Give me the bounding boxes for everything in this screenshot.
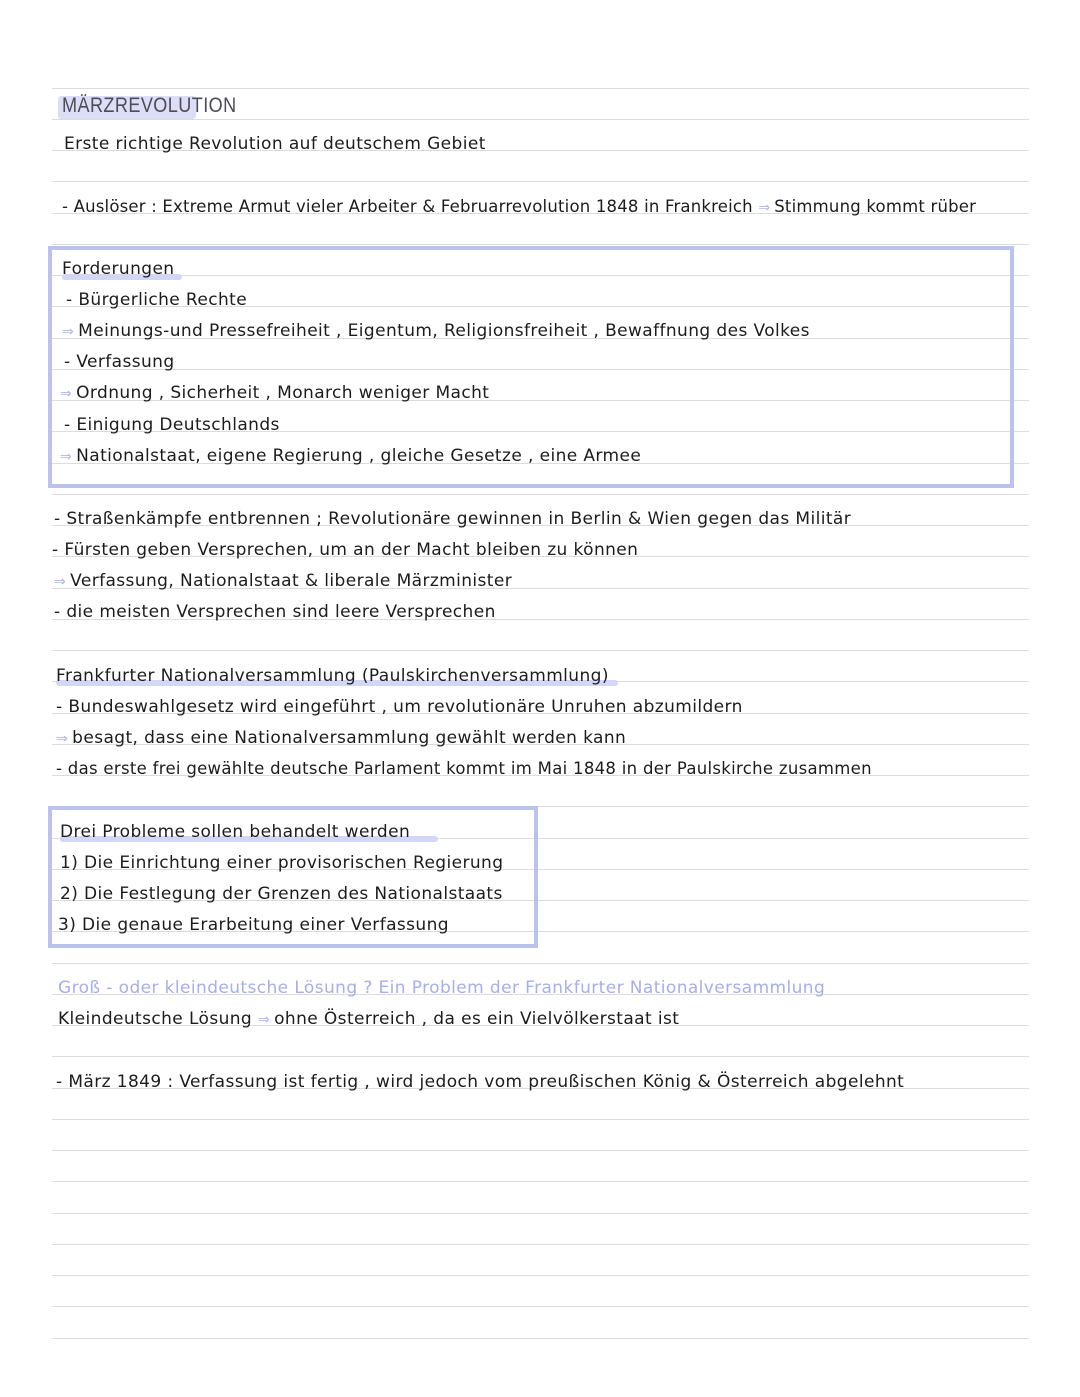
- ruled-line: [52, 650, 1029, 651]
- forderungen-heading: Forderungen: [62, 259, 175, 279]
- event-item: - Straßenkämpfe entbrennen ; Revolutionäre gewinnen in Berlin & Wien gegen das Militär: [54, 509, 852, 529]
- nationalversammlung-item: - das erste frei gewählte deutsche Parlament kommt im Mai 1848 in der Paulskirche zusammen: [56, 759, 872, 778]
- arrow-icon: ⇒: [60, 386, 73, 402]
- maerz-1849-line: - März 1849 : Verfassung ist fertig , wird jedoch vom preußischen König & Österreich abgelehnt: [56, 1072, 905, 1092]
- forderungen-item: - Verfassung: [64, 352, 175, 372]
- ruled-line: [52, 1056, 1029, 1057]
- ruled-line: [52, 1338, 1029, 1339]
- ruled-line: [52, 181, 1029, 182]
- loesung-heading: Groß - oder kleindeutsche Lösung ? Ein Problem der Frankfurter Nationalversammlung: [58, 978, 826, 998]
- event-item: - Fürsten geben Versprechen, um an der Macht bleiben zu können: [52, 540, 639, 560]
- forderungen-item: - Einigung Deutschlands: [64, 415, 280, 435]
- ausloeser-result: Stimmung kommt rüber: [774, 197, 977, 216]
- arrow-icon: ⇒: [56, 731, 69, 747]
- ruled-line: [52, 244, 1029, 245]
- ruled-line: [52, 494, 1029, 495]
- arrow-icon: ⇒: [257, 1012, 271, 1028]
- arrow-icon: ⇒: [54, 574, 67, 590]
- nationalversammlung-item: ⇒ besagt, dass eine Nationalversammlung gewählt werden kann: [56, 728, 627, 748]
- ausloeser-text: Extreme Armut vieler Arbeiter & Februarrevolution 1848 in Frankreich: [162, 197, 753, 216]
- probleme-item: 3) Die genaue Erarbeitung einer Verfassung: [58, 915, 449, 935]
- forderungen-item: - Bürgerliche Rechte: [66, 290, 248, 310]
- event-item: ⇒ Verfassung, Nationalstaat & liberale Märzminister: [54, 571, 513, 591]
- arrow-icon: ⇒: [62, 324, 75, 340]
- ruled-line: [52, 963, 1029, 964]
- nationalversammlung-heading: Frankfurter Nationalversammlung (Paulskirchenversammlung): [56, 666, 609, 686]
- ausloeser-line: [62, 196, 976, 219]
- ruled-line: [52, 1181, 1029, 1182]
- ruled-line: [52, 1150, 1029, 1151]
- loesung-line: [58, 1008, 679, 1031]
- page-title: MÄRZREVOLUTION: [62, 94, 237, 117]
- loesung-label: Kleindeutsche Lösung: [58, 1009, 253, 1029]
- probleme-heading: Drei Probleme sollen behandelt werden: [60, 822, 411, 842]
- probleme-item: 2) Die Festlegung der Grenzen des Nationalstaats: [60, 884, 503, 904]
- probleme-item: 1) Die Einrichtung einer provisorischen Regierung: [60, 853, 504, 873]
- ruled-line: [52, 88, 1029, 89]
- ausloeser-label: - Auslöser :: [62, 197, 157, 216]
- forderungen-item: ⇒ Meinungs-und Pressefreiheit , Eigentum, Religionsfreiheit , Bewaffnung des Volkes: [62, 321, 810, 341]
- ruled-line: [52, 1213, 1029, 1214]
- subtitle: Erste richtige Revolution auf deutschem Gebiet: [64, 134, 486, 154]
- ruled-line: [52, 1119, 1029, 1120]
- event-item: - die meisten Versprechen sind leere Versprechen: [54, 602, 496, 622]
- ruled-line: [52, 1306, 1029, 1307]
- nationalversammlung-item: - Bundeswahlgesetz wird eingeführt , um revolutionäre Unruhen abzumildern: [56, 697, 743, 717]
- forderungen-item: ⇒ Ordnung , Sicherheit , Monarch weniger Macht: [60, 383, 490, 403]
- forderungen-item: ⇒ Nationalstaat, eigene Regierung , gleiche Gesetze , eine Armee: [60, 446, 642, 466]
- arrow-icon: ⇒: [60, 449, 73, 465]
- arrow-icon: ⇒: [758, 200, 771, 216]
- ruled-line: [52, 1244, 1029, 1245]
- loesung-text: ohne Österreich , da es ein Vielvölkerstaat ist: [274, 1009, 680, 1029]
- ruled-line: [52, 119, 1029, 120]
- ruled-line: [52, 1275, 1029, 1276]
